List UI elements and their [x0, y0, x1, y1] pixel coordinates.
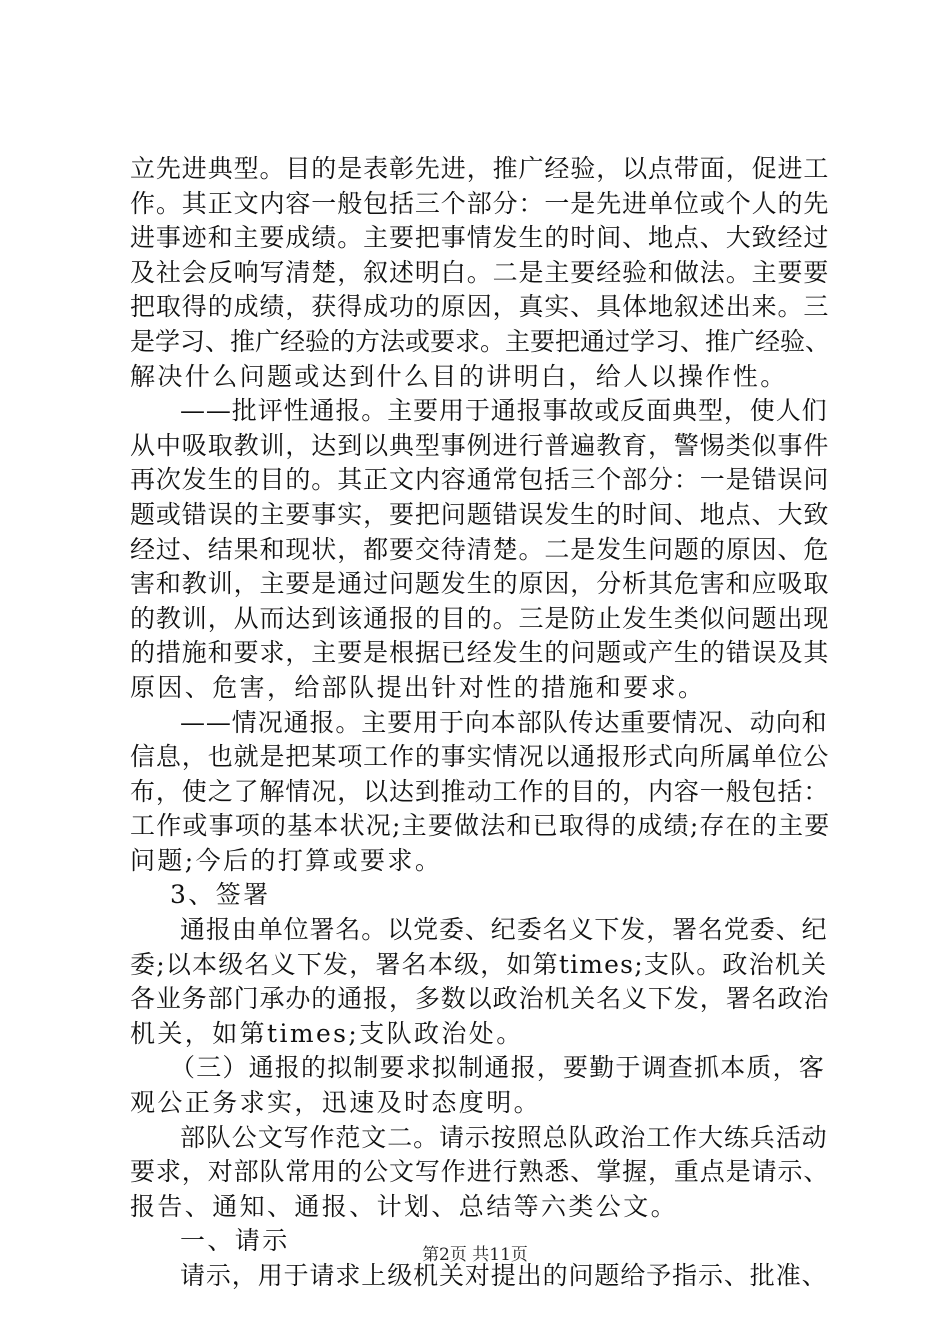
text-line: 的教训，从而达到该通报的目的。三是防止发生类似问题出现 — [130, 603, 830, 633]
text-line: 害和教训，主要是通过问题发生的原因，分析其危害和应吸取 — [130, 569, 830, 599]
text-line: 报告、通知、通报、计划、总结等六类公文。 — [130, 1191, 679, 1221]
text-line: 解决什么问题或达到什么目的讲明白，给人以操作性。 — [130, 361, 788, 391]
text-line: 布，使之了解情况，以达到推动工作的目的，内容一般包括： — [130, 776, 830, 806]
text-line: 再次发生的目的。其正文内容通常包括三个部分：一是错误问 — [130, 465, 830, 495]
paragraph-start: ——批评性通报。主要用于通报事故或反面典型，使人们 — [180, 396, 828, 426]
text-line: 的措施和要求，主要是根据已经发生的问题或产生的错误及其 — [130, 638, 830, 668]
text-line: 题或错误的主要事实，要把问题错误发生的时间、地点、大致 — [130, 499, 830, 529]
page-number-footer: 第2页 共11页 — [422, 1245, 528, 1265]
section-heading: 一、请示 — [180, 1226, 290, 1256]
text-line: 各业务部门承办的通报，多数以政治机关名义下发，署名政治 — [130, 984, 830, 1014]
text-line: 进事迹和主要成绩。主要把事情发生的时间、地点、大致经过 — [130, 223, 830, 253]
text-line: 信息，也就是把某项工作的事实情况以通报形式向所属单位公 — [130, 742, 830, 772]
text-line: 机关，如第times;支队政治处。 — [130, 1018, 524, 1048]
text-line: 委;以本级名义下发，署名本级，如第times;支队。政治机关 — [130, 949, 828, 979]
text-line: 从中吸取教训，达到以典型事例进行普遍教育，警惕类似事件 — [130, 430, 830, 460]
text-line: 立先进典型。目的是表彰先进，推广经验，以点带面，促进工 — [130, 154, 830, 183]
text-line: 观公正务求实，迅速及时态度明。 — [130, 1088, 542, 1118]
document-body — [130, 152, 830, 1294]
section-heading: 3、签署 — [170, 880, 271, 910]
text-line: 把取得的成绩，获得成功的原因，真实、具体地叙述出来。三 — [130, 292, 830, 322]
paragraph-start: ——情况通报。主要用于向本部队传达重要情况、动向和 — [180, 707, 828, 737]
text-line: 是学习、推广经验的方法或要求。主要把通过学习、推广经验、 — [130, 326, 831, 356]
paragraph-start: 请示，用于请求上级机关对提出的问题给予指示、批准、 — [180, 1261, 828, 1290]
text-line: 及社会反响写清楚，叙述明白。二是主要经验和做法。主要要 — [130, 257, 830, 287]
paragraph-start: （三）通报的拟制要求拟制通报，要勤于调查抓本质，客 — [170, 1053, 826, 1083]
text-line: 工作或事项的基本状况;主要做法和已取得的成绩;存在的主要 — [130, 811, 831, 841]
paragraph-start: 部队公文写作范文二。请示按照总队政治工作大练兵活动 — [180, 1122, 828, 1152]
text-line: 作。其正文内容一般包括三个部分：一是先进单位或个人的先 — [130, 188, 830, 218]
text-line: 原因、危害，给部队提出针对性的措施和要求。 — [130, 672, 706, 702]
text-line: 问题;今后的打算或要求。 — [130, 845, 443, 875]
text-line: 经过、结果和现状，都要交待清楚。二是发生问题的原因、危 — [130, 534, 830, 564]
text-line: 要求，对部队常用的公文写作进行熟悉、掌握，重点是请示、 — [130, 1157, 830, 1187]
paragraph-start: 通报由单位署名。以党委、纪委名义下发，署名党委、纪 — [180, 915, 828, 945]
